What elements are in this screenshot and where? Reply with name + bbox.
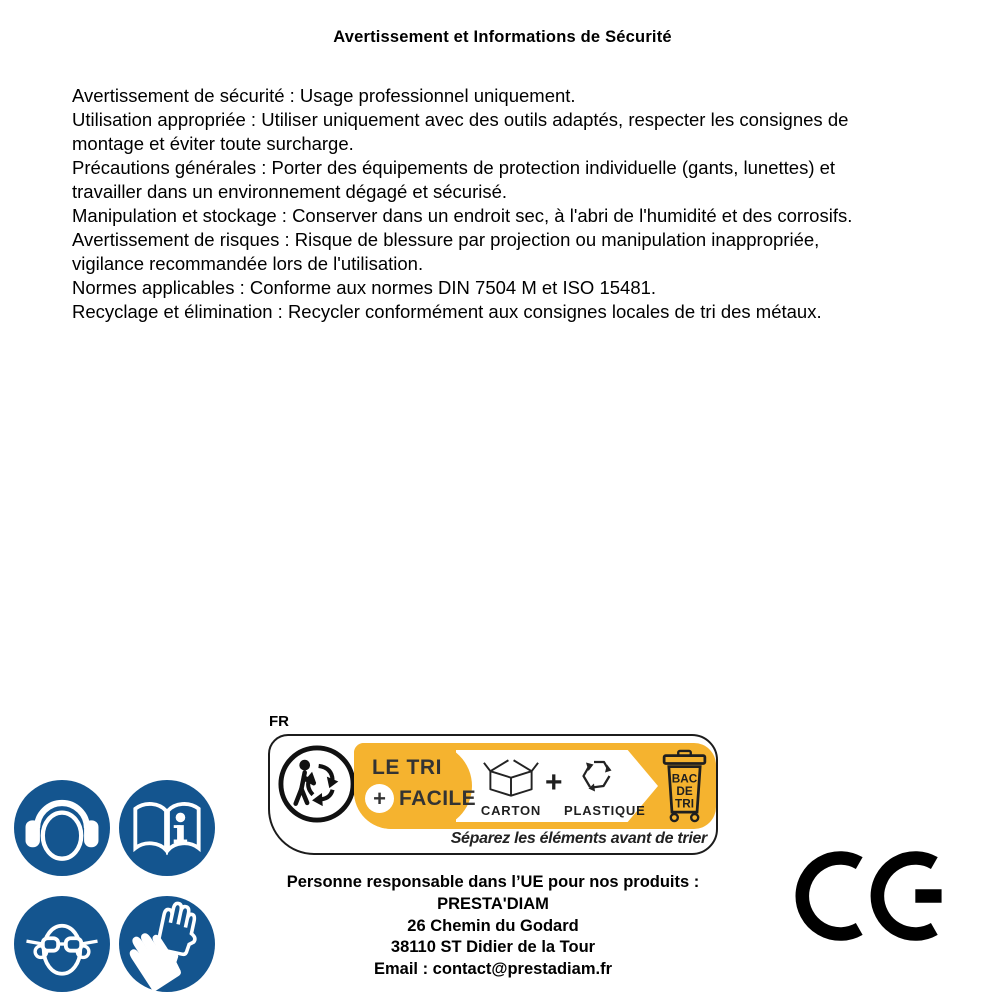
bin-text-line: DE [676, 784, 693, 798]
safety-line: Précautions générales : Porter des équipements de protection individuelle (gants, lunettes) et [72, 157, 836, 178]
safety-line: travailler dans un environnement dégagé et sécurisé. [72, 181, 508, 202]
sorting-tagline: Séparez les éléments avant de trier [450, 830, 707, 847]
safety-line: montage et éviter toute surcharge. [72, 133, 354, 154]
bin-text-line: BAC [671, 772, 698, 786]
yellow-band [354, 743, 716, 829]
le-tri-facile-badge [354, 743, 477, 829]
material-label-plastique: PLASTIQUE [564, 803, 646, 818]
safety-line: Manipulation et stockage : Conserver dans un endroit sec, à l'abri de l'humidité et des corrosifs. [72, 205, 853, 226]
responsible-line: 26 Chemin du Godard [407, 916, 579, 935]
country-code-label: FR [269, 713, 289, 730]
read-instruction-manual-icon [119, 780, 215, 876]
wear-protective-gloves-icon [119, 896, 215, 992]
safety-line: Recyclage et élimination : Recycler conformément aux consignes locales de tri des métaux. [72, 301, 822, 322]
safety-line: vigilance recommandée lors de l'utilisation. [72, 253, 424, 274]
page-title: Avertissement et Informations de Sécurité [333, 28, 672, 46]
brand-line-1: LE TRI [372, 756, 443, 779]
wear-eye-protection-icon [14, 896, 110, 992]
safety-line: Utilisation appropriée : Utiliser uniquement avec des outils adaptés, respecter les consignes de [72, 109, 849, 130]
triman-logo-icon [276, 743, 358, 825]
material-carton [477, 752, 545, 818]
responsible-line: Personne responsable dans l’UE pour nos produits : [286, 873, 700, 891]
responsible-line: 38110 ST Didier de la Tour [390, 938, 596, 957]
material-label-carton: CARTON [480, 803, 542, 818]
brand-line-2: FACILE [399, 786, 477, 810]
safety-line: Avertissement de risques : Risque de blessure par projection ou manipulation inappropriée, [72, 229, 820, 250]
sorting-bin-icon [661, 749, 708, 825]
carton-box-icon [482, 752, 540, 802]
wear-ear-protection-icon [14, 780, 110, 876]
material-plastique [564, 752, 646, 818]
plus-icon: + [365, 784, 394, 813]
bin-text-line: TRI [675, 797, 694, 811]
ce-marking-icon [795, 848, 947, 944]
safety-text-block [72, 84, 972, 324]
info-tri-label [268, 734, 718, 855]
responsible-line: PRESTA'DIAM [437, 894, 549, 913]
responsible-line: Email : contact@prestadiam.fr [374, 960, 612, 979]
safety-line: Normes applicables : Conforme aux normes DIN 7504 M et ISO 15481. [72, 277, 657, 298]
safety-line: Avertissement de sécurité : Usage professionnel uniquement. [72, 85, 576, 106]
mandatory-icons-grid [14, 780, 215, 992]
recycling-triangle-icon [568, 752, 626, 802]
materials-plus: + [545, 766, 563, 799]
responsible-info-block [243, 872, 743, 981]
